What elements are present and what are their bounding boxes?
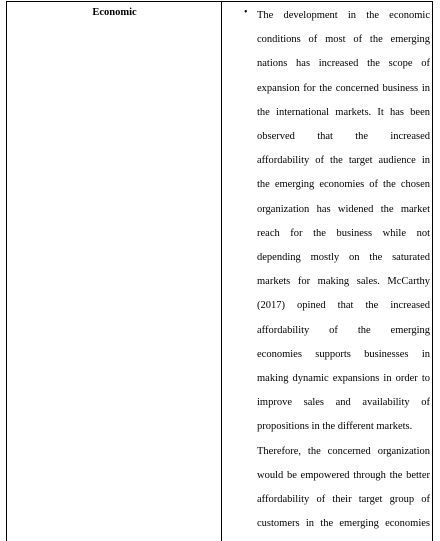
text-line: reach for the business while not	[257, 227, 430, 239]
text-line: customers in the emerging economies	[257, 518, 430, 530]
text-line: observed that the increased	[257, 131, 430, 143]
text-line: Therefore, the concerned organization	[257, 445, 430, 457]
text-line: affordability of the target audience in	[257, 155, 430, 167]
text-line: markets for making sales. McCarthy	[257, 276, 430, 288]
description-cell	[222, 2, 432, 541]
factor-cell	[7, 2, 222, 541]
text-line: the emerging economies of the chosen	[257, 179, 430, 191]
text-line: propositions in the different markets.	[257, 421, 413, 433]
text-line: expansion for the concerned business in	[257, 82, 430, 94]
text-line: improve sales and availability of	[257, 397, 430, 409]
description-paragraph	[257, 4, 430, 536]
text-line: affordability of the emerging	[257, 324, 430, 336]
text-line: would be empowered through the better	[257, 469, 430, 481]
text-line: depending mostly on the saturated	[257, 252, 430, 264]
text-line: conditions of most of the emerging	[257, 34, 430, 46]
text-line: The development in the economic	[257, 10, 430, 21]
factor-label: Economic	[92, 7, 137, 18]
text-line: making dynamic expansions in order to	[257, 373, 430, 385]
text-line: (2017) opined that the increased	[257, 300, 430, 312]
text-line: affordability of their target group of	[257, 494, 430, 506]
bullet-icon: •	[244, 7, 248, 18]
text-line: nations has increased the scope of	[257, 58, 430, 70]
text-line: organization has widened the market	[257, 203, 430, 215]
text-line: economies supports businesses in	[257, 348, 430, 360]
text-line: the international markets. It has been	[257, 106, 430, 118]
analysis-table	[6, 1, 433, 541]
